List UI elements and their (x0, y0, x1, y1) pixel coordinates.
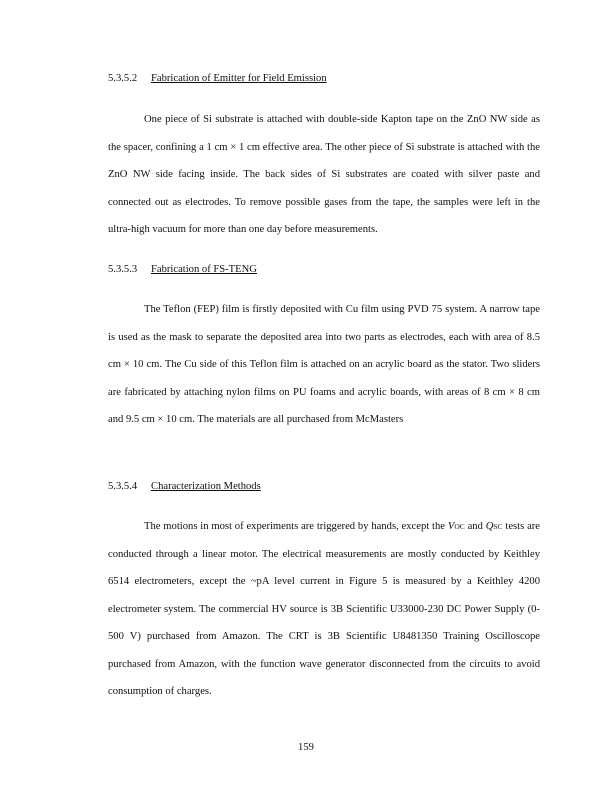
paragraph-text-part2: tests are conducted through a linear motor. The electrical measurements are mostly conducted by Keithley 6514 electrometers, except the ~pA level current in Figure 5 is measured by a Keithley 4200 electrometer system. The commercial HV source is 3B Scientific U33000-230 DC Power Supply (0-500 V) purchased from Amazon. The CRT is 3B Scientific U8481350 Training Oscilloscope purchased from Amazon, with the function wave generator disconnected from the circuits to avoid consumption of charges. (108, 521, 541, 697)
section-heading-5-3-5-4 (108, 480, 261, 494)
section-paragraph-5-3-5-4 (108, 513, 540, 706)
voc-symbol: V (447, 521, 455, 532)
section-title: Fabrication of Emitter for Field Emission (151, 73, 327, 84)
voc-subscript: OC (454, 522, 465, 531)
page-number: 159 (298, 742, 314, 753)
section-paragraph-5-3-5-3: The Teflon (FEP) film is firstly deposited with Cu film using PVD 75 system. A narrow tape is used as the mask to separate the deposited area into two parts as electrodes, each with area of 8.5 cm × 10 cm. The Cu side of this Teflon film is attached on an acrylic board as the stator. Two sliders are fabricated by attaching nylon films on PU foams and acrylic boards, with areas of 8 cm × 8 cm and 9.5 cm × 10 cm. The materials are all purchased from McMasters (108, 304, 540, 425)
section-title: Fabrication of FS-TENG (151, 264, 257, 275)
qsc-subscript: SC (493, 522, 503, 531)
section-paragraph-5-3-5-2: One piece of Si substrate is attached with double-side Kapton tape on the ZnO NW side as the spacer, confining a 1 cm × 1 cm effective area. The other piece of Si substrate is attached with the ZnO NW side facing inside. The back sides of Si substrates are coated with silver paste and connected out as electrodes. To remove possible gases from the tape, the samples were left in the ultra-high vacuum for more than one day before measurements. (108, 114, 540, 235)
paragraph-text-part1: The motions in most of experiments are triggered by hands, except the (144, 521, 448, 532)
section-number: 5.3.5.2 (108, 73, 138, 84)
section-title: Characterization Methods (151, 481, 261, 492)
section-number: 5.3.5.3 (108, 264, 138, 275)
and-text: and (464, 521, 486, 532)
section-heading-5-3-5-3 (108, 263, 257, 277)
section-heading-5-3-5-2 (108, 72, 327, 86)
section-number: 5.3.5.4 (108, 481, 138, 492)
qsc-symbol: Q (485, 521, 494, 532)
